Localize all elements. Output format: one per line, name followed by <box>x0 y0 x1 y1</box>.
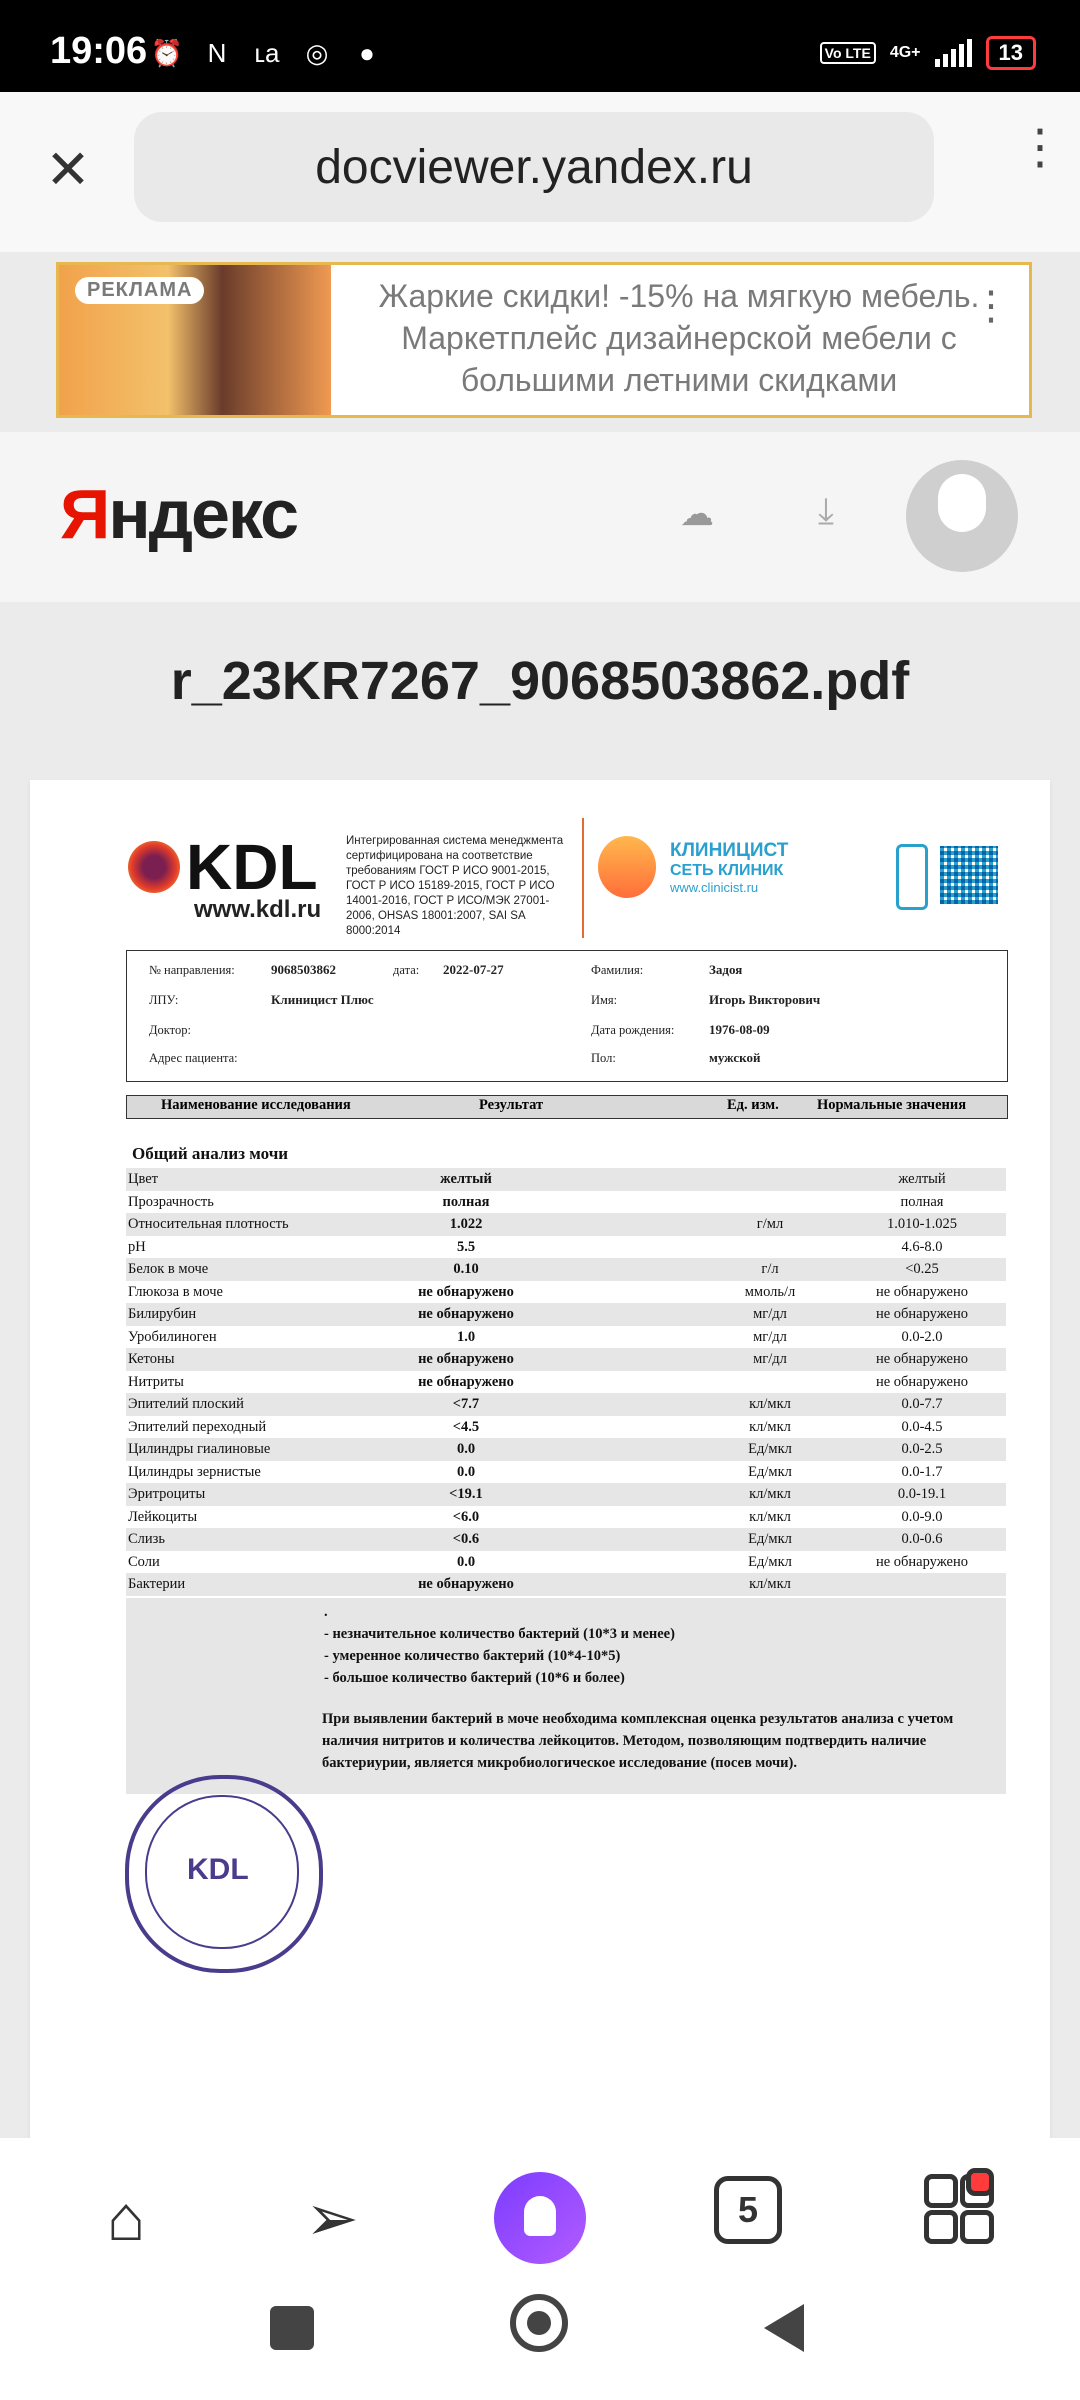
table-row <box>126 1393 1006 1416</box>
table-row <box>126 1326 1006 1349</box>
cell-norm: 0.0-19.1 <box>897 1486 947 1502</box>
share-icon[interactable]: ➢ <box>305 2182 359 2254</box>
cell-name: Цвет <box>128 1171 159 1187</box>
more-menu-icon[interactable]: ⋮ <box>1016 121 1064 174</box>
cell-unit: г/мл <box>756 1216 784 1232</box>
cell-result: <4.5 <box>452 1418 480 1435</box>
alarm-icon: ⏰ <box>150 38 184 68</box>
cell-norm: 0.0-7.7 <box>901 1396 943 1412</box>
cell-name: Лейкоциты <box>128 1508 198 1525</box>
table-row <box>126 1528 1006 1551</box>
clinicist-logo-icon <box>598 836 656 898</box>
cell-result: желтый <box>440 1171 492 1187</box>
ad-text: Жаркие скидки! -15% на мягкую мебель. Маркетплейс дизайнерской мебели с большими летними скидками <box>378 278 980 398</box>
cell-name: Цилиндры гиалиновые <box>128 1441 271 1457</box>
cell-unit: мг/дл <box>753 1328 787 1345</box>
cell-norm: желтый <box>898 1171 946 1187</box>
cell-name: Слизь <box>128 1531 166 1547</box>
table-row <box>126 1483 1006 1506</box>
cell-name: pH <box>128 1238 146 1255</box>
home-icon[interactable]: ⌂ <box>106 2182 146 2254</box>
bacteria-notes: . - незначительное количество бактерий (10*3 и менее) - умеренное количество бактерий (10*4-10*5) - большое количество бактерий (10*6 и более) При выявлении бактерий в моче необходима комплексная оценка результатов анализа с учетом наличия нитритов и количества лейкоцитов. Методом, позволяющим подтвердить наличие бактериурии, является микробиологическое исследование (посев мочи). <box>126 1598 1006 1794</box>
cell-norm: 0.0-1.7 <box>901 1463 943 1480</box>
cell-result: <0.6 <box>452 1531 480 1547</box>
table-row <box>126 1348 1006 1371</box>
table-row <box>126 1438 1006 1461</box>
header-divider <box>582 818 584 938</box>
cell-result: <6.0 <box>452 1508 480 1525</box>
ad-banner[interactable] <box>56 262 1032 418</box>
table-row <box>126 1573 1006 1596</box>
clock: 19:06 <box>50 30 148 72</box>
cell-name: Прозрачность <box>128 1193 214 1210</box>
cell-norm: полная <box>900 1193 944 1210</box>
bottom-navigation <box>0 2138 1080 2400</box>
notification-dot <box>966 2168 994 2196</box>
status-bar <box>0 0 1080 92</box>
close-icon[interactable]: ✕ <box>45 140 91 200</box>
url-text: docviewer.yandex.ru <box>315 140 753 194</box>
cell-name: Эпителий переходный <box>128 1418 267 1435</box>
cell-name: Нитриты <box>128 1373 184 1390</box>
cell-unit: ммоль/л <box>744 1283 796 1300</box>
signal-icon <box>935 39 972 67</box>
cell-result: <7.7 <box>452 1396 480 1412</box>
cell-result: 1.022 <box>449 1216 483 1232</box>
home-system-icon[interactable] <box>510 2294 568 2352</box>
cell-name: Глюкоза в моче <box>128 1283 223 1300</box>
cell-name: Билирубин <box>128 1306 197 1322</box>
cell-unit: Ед/мкл <box>748 1463 792 1480</box>
cell-name: Белок в моче <box>128 1261 209 1277</box>
kdl-logo: KDL <box>128 830 318 904</box>
table-row <box>126 1416 1006 1439</box>
cell-name: Кетоны <box>128 1351 175 1367</box>
cell-unit: Ед/мкл <box>748 1531 792 1547</box>
table-row <box>126 1236 1006 1259</box>
table-row <box>126 1506 1006 1529</box>
cell-result: <19.1 <box>449 1486 483 1502</box>
cell-name: Эритроциты <box>128 1486 206 1502</box>
back-icon[interactable] <box>764 2304 804 2352</box>
cell-norm: 0.0-2.0 <box>901 1328 943 1345</box>
cell-norm: 4.6-8.0 <box>901 1238 943 1255</box>
table-row <box>126 1461 1006 1484</box>
cell-unit: кл/мкл <box>749 1508 791 1525</box>
cell-name: Бактерии <box>128 1576 186 1592</box>
volte-icon: Vo LTE <box>820 42 876 64</box>
recent-apps-icon[interactable] <box>270 2306 314 2350</box>
section-title: Общий анализ мочи <box>132 1144 289 1163</box>
yandex-logo[interactable]: Яндекс <box>60 475 297 553</box>
stamp-seal: KDL <box>125 1775 323 1973</box>
cell-result: 1.0 <box>456 1328 476 1345</box>
cell-name: Цилиндры зернистые <box>128 1463 261 1480</box>
kdl-logo-icon <box>128 841 180 893</box>
cell-unit: г/л <box>761 1261 779 1277</box>
pdf-page <box>30 780 1050 2140</box>
cell-norm: не обнаружено <box>875 1351 969 1367</box>
tabs-button[interactable]: 5 <box>714 2176 782 2244</box>
table-row <box>126 1191 1006 1214</box>
table-row <box>126 1303 1006 1326</box>
cell-unit: мг/дл <box>753 1306 787 1322</box>
cell-norm: 0.0-4.5 <box>901 1418 943 1435</box>
nfc-icon: N <box>207 38 227 68</box>
cell-unit: Ед/мкл <box>748 1441 792 1457</box>
cell-norm: 1.010-1.025 <box>886 1216 958 1232</box>
cell-unit: кл/мкл <box>749 1576 791 1592</box>
document-filename: r_23KR7267_9068503862.pdf <box>170 651 910 711</box>
cell-name: Эпителий плоский <box>128 1396 244 1412</box>
download-icon[interactable]: ⤓ <box>818 490 834 531</box>
table-row <box>126 1168 1006 1191</box>
cell-result: 0.0 <box>456 1463 476 1480</box>
table-row <box>126 1551 1006 1574</box>
cell-result: не обнаружено <box>418 1373 514 1390</box>
results-table-header: Наименование исследования Результат Ед. изм. Нормальные значения <box>126 1095 1008 1119</box>
cell-unit: Ед/мкл <box>748 1553 792 1570</box>
system-status <box>820 36 1036 70</box>
table-row <box>126 1371 1006 1394</box>
cell-unit: кл/мкл <box>749 1418 791 1435</box>
notification-icons <box>150 38 384 68</box>
patient-info: № направления: 9068503862 дата: 2022-07-27 Фамилия: Задоя ЛПУ: Клиницист Плюс Имя: Игорь Викторович Доктор: Дата рождения: 1976-08-09 Адрес пациента: Пол: мужской <box>126 950 1008 1082</box>
cell-unit: мг/дл <box>753 1351 787 1367</box>
cell-result: 0.0 <box>456 1441 476 1457</box>
results-table <box>126 1168 1006 1596</box>
phone-icon <box>896 844 928 910</box>
cell-norm: не обнаружено <box>875 1306 969 1322</box>
alice-assistant-button[interactable] <box>494 2172 586 2264</box>
yandex-header <box>0 432 1080 602</box>
avatar[interactable] <box>906 460 1018 572</box>
cell-norm: не обнаружено <box>875 1553 969 1570</box>
table-row <box>126 1258 1006 1281</box>
cell-name: Соли <box>128 1553 160 1570</box>
lastfm-icon: ʟa <box>254 38 280 68</box>
ad-more-icon[interactable]: ⋮ <box>971 284 1011 328</box>
cell-result: не обнаружено <box>418 1351 514 1367</box>
cell-result: 0.10 <box>453 1261 479 1277</box>
cell-unit: кл/мкл <box>749 1396 791 1412</box>
ad-badge: РЕКЛАМА <box>75 277 204 304</box>
instagram-icon: ◎ <box>305 38 329 68</box>
cell-norm: <0.25 <box>905 1261 939 1277</box>
clinicist-logo: КЛИНИЦИСТ СЕТЬ КЛИНИК www.clinicist.ru <box>598 836 788 898</box>
kdl-url: www.kdl.ru <box>194 896 322 923</box>
cell-norm: не обнаружено <box>875 1373 969 1390</box>
cell-result: 0.0 <box>456 1553 476 1570</box>
cell-result: не обнаружено <box>418 1576 514 1592</box>
certification-text: Интегрированная система менеджмента сертифицирована на соответствие требованиям ГОСТ Р ИСО 9001-2015, ГОСТ Р ИСО 15189-2015, ГОСТ Р ИСО 14001-2016, ГОСТ Р ИСО/МЭК 27001-2006, OHSAS 18001:2007, SAI SA 8000:2014 <box>346 835 564 937</box>
address-bar[interactable] <box>134 112 934 222</box>
cell-result: не обнаружено <box>418 1306 514 1322</box>
cell-norm: 0.0-0.6 <box>901 1531 943 1547</box>
disk-save-icon[interactable]: ☁ <box>680 495 714 533</box>
cell-name: Уробилиноген <box>128 1328 217 1345</box>
cell-norm: не обнаружено <box>875 1283 969 1300</box>
battery-icon: 13 <box>986 36 1036 70</box>
cell-result: 5.5 <box>456 1238 476 1255</box>
table-row <box>126 1281 1006 1304</box>
cell-norm: 0.0-9.0 <box>901 1508 943 1525</box>
cell-result: полная <box>442 1193 490 1210</box>
cell-name: Относительная плотность <box>128 1216 289 1232</box>
network-type: 4G+ <box>889 44 921 61</box>
cell-result: не обнаружено <box>418 1283 514 1300</box>
qr-code-icon <box>940 846 998 904</box>
cell-norm: 0.0-2.5 <box>901 1441 943 1457</box>
apps-grid-icon[interactable] <box>924 2174 988 2238</box>
table-row <box>126 1213 1006 1236</box>
browser-toolbar <box>0 92 1080 252</box>
cell-unit: кл/мкл <box>749 1486 791 1502</box>
chat-icon: ● <box>359 38 375 68</box>
